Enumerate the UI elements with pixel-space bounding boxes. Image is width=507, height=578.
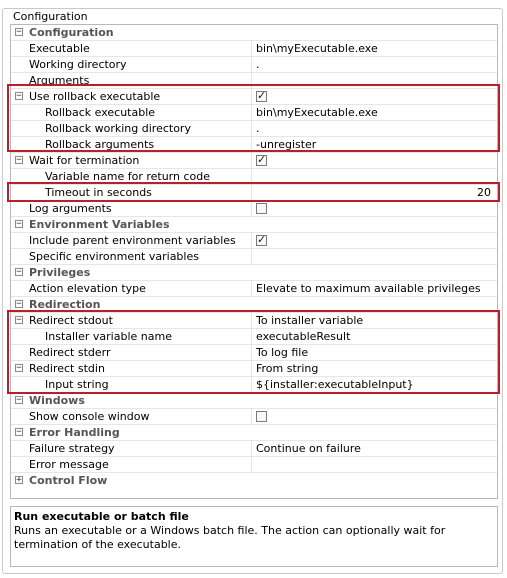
- property-row-redirect-stdin[interactable]: [11, 361, 497, 377]
- property-value-cell[interactable]: [251, 345, 497, 360]
- property-name-cell: [11, 377, 250, 392]
- property-name-cell: [11, 137, 250, 152]
- category-row-control-flow[interactable]: [11, 473, 497, 489]
- property-value-cell[interactable]: [251, 441, 497, 456]
- property-name-cell: [11, 297, 250, 312]
- property-value: Continue on failure: [256, 442, 361, 455]
- collapse-icon[interactable]: −: [16, 267, 22, 277]
- category-label: Environment Variables: [29, 218, 170, 231]
- property-name-cell: [11, 345, 250, 360]
- property-value-cell[interactable]: [251, 73, 497, 88]
- property-label: Specific environment variables: [29, 250, 199, 263]
- property-label: Wait for termination: [29, 154, 140, 167]
- category-spacer: [251, 217, 497, 232]
- property-row-specific-environment-variables[interactable]: [11, 249, 497, 265]
- property-row-timeout-in-seconds[interactable]: [11, 185, 497, 201]
- category-row-redirection[interactable]: [11, 297, 497, 313]
- category-label: Control Flow: [29, 474, 108, 487]
- property-name-cell: [11, 473, 250, 488]
- property-value: To log file: [256, 346, 309, 359]
- property-name-cell: [11, 425, 250, 440]
- property-name-cell: [11, 217, 250, 232]
- property-value-cell[interactable]: [251, 201, 497, 216]
- property-label: Redirect stdin: [29, 362, 105, 375]
- property-value-cell[interactable]: [251, 153, 497, 168]
- collapse-icon[interactable]: −: [16, 395, 22, 405]
- property-value-cell[interactable]: [251, 457, 497, 472]
- category-label: Configuration: [29, 26, 114, 39]
- property-row-rollback-arguments[interactable]: [11, 137, 497, 153]
- property-value-cell[interactable]: [251, 313, 497, 328]
- property-label: Working directory: [29, 58, 127, 71]
- property-value-cell[interactable]: [251, 89, 497, 104]
- category-spacer: [251, 473, 497, 488]
- property-label: Show console window: [29, 410, 150, 423]
- property-value: -unregister: [256, 138, 317, 151]
- category-spacer: [251, 297, 497, 312]
- property-row-redirect-stdout[interactable]: [11, 313, 497, 329]
- collapse-icon[interactable]: −: [16, 363, 22, 373]
- collapse-icon[interactable]: −: [16, 91, 22, 101]
- property-name-cell: [11, 105, 250, 120]
- property-label: Redirect stdout: [29, 314, 113, 327]
- property-value-cell[interactable]: [251, 409, 497, 424]
- category-spacer: [251, 393, 497, 408]
- category-row-environment-variables[interactable]: [11, 217, 497, 233]
- property-name-cell: [11, 393, 250, 408]
- property-label: Variable name for return code: [45, 170, 211, 183]
- property-row-executable[interactable]: [11, 41, 497, 57]
- property-value-cell[interactable]: [251, 121, 497, 136]
- property-value: .: [256, 58, 260, 71]
- checked-checkbox[interactable]: [256, 155, 267, 166]
- category-label: Privileges: [29, 266, 91, 279]
- property-name-cell: [11, 361, 250, 376]
- property-name-cell: [11, 121, 250, 136]
- category-row-windows[interactable]: [11, 393, 497, 409]
- property-name-cell: [11, 249, 250, 264]
- property-value: .: [256, 122, 260, 135]
- property-value: bin\myExecutable.exe: [256, 42, 378, 55]
- property-value-cell[interactable]: [251, 233, 497, 248]
- checked-checkbox[interactable]: [256, 235, 267, 246]
- property-value: From string: [256, 362, 319, 375]
- property-value-cell[interactable]: [251, 137, 497, 152]
- property-row-working-directory[interactable]: [11, 57, 497, 73]
- property-name-cell: [11, 41, 250, 56]
- category-row-error-handling[interactable]: [11, 425, 497, 441]
- property-row-variable-name-for-return-code[interactable]: [11, 169, 497, 185]
- property-label: Rollback executable: [45, 106, 156, 119]
- property-label: Action elevation type: [29, 282, 146, 295]
- property-value-cell[interactable]: [251, 361, 497, 376]
- property-value: Elevate to maximum available privileges: [256, 282, 481, 295]
- property-label: Use rollback executable: [29, 90, 161, 103]
- property-value: bin\myExecutable.exe: [256, 106, 378, 119]
- property-value-cell[interactable]: [251, 185, 497, 200]
- property-name-cell: [11, 329, 250, 344]
- property-value-cell[interactable]: [251, 249, 497, 264]
- category-spacer: [251, 265, 497, 280]
- collapse-icon[interactable]: −: [16, 315, 22, 325]
- property-name-cell: [11, 201, 250, 216]
- description-title: Run executable or batch file: [14, 510, 189, 523]
- property-value: executableResult: [256, 330, 351, 343]
- property-name-cell: [11, 457, 250, 472]
- property-value-cell[interactable]: [251, 281, 497, 296]
- property-row-log-arguments[interactable]: [11, 201, 497, 217]
- property-row-rollback-executable[interactable]: [11, 105, 497, 121]
- property-label: Timeout in seconds: [45, 186, 152, 199]
- property-name-cell: [11, 265, 250, 280]
- property-label: Executable: [29, 42, 90, 55]
- description-text: Runs an executable or a Windows batch file. The action can optionally wait for termination of the executable.: [14, 524, 446, 551]
- property-label: Include parent environment variables: [29, 234, 236, 247]
- property-row-use-rollback-executable[interactable]: [11, 89, 497, 105]
- property-name-cell: [11, 153, 250, 168]
- property-row-include-parent-environment-variables[interactable]: [11, 233, 497, 249]
- property-value: ${installer:executableInput}: [256, 378, 414, 391]
- property-label: Failure strategy: [29, 442, 115, 455]
- property-value-cell[interactable]: [251, 57, 497, 72]
- property-value: To installer variable: [256, 314, 364, 327]
- property-value-cell[interactable]: [251, 169, 497, 184]
- property-row-installer-variable-name[interactable]: [11, 329, 497, 345]
- property-label: Redirect stderr: [29, 346, 111, 359]
- property-name-cell: [11, 441, 250, 456]
- checked-checkbox[interactable]: [256, 91, 267, 102]
- property-name-cell: [11, 313, 250, 328]
- property-label: Input string: [45, 378, 109, 391]
- category-row-configuration[interactable]: [11, 25, 497, 41]
- property-grid: [10, 24, 498, 499]
- category-spacer: [251, 425, 497, 440]
- property-name-cell: [11, 185, 250, 200]
- unchecked-checkbox[interactable]: [256, 411, 267, 422]
- category-row-privileges[interactable]: [11, 265, 497, 281]
- property-label: Log arguments: [29, 202, 112, 215]
- property-value-cell[interactable]: [251, 329, 497, 344]
- category-label: Redirection: [29, 298, 101, 311]
- property-value: 20: [477, 186, 491, 199]
- property-label: Arguments: [29, 74, 90, 87]
- property-row-redirect-stderr[interactable]: [11, 345, 497, 361]
- unchecked-checkbox[interactable]: [256, 203, 267, 214]
- property-row-error-message[interactable]: [11, 457, 497, 473]
- description-panel: [10, 506, 498, 567]
- property-name-cell: [11, 281, 250, 296]
- property-label: Installer variable name: [45, 330, 172, 343]
- property-value-cell[interactable]: [251, 41, 497, 56]
- property-name-cell: [11, 73, 250, 88]
- collapse-icon[interactable]: −: [16, 299, 22, 309]
- property-row-rollback-working-directory[interactable]: [11, 121, 497, 137]
- property-name-cell: [11, 89, 250, 104]
- property-value-cell[interactable]: [251, 377, 497, 392]
- collapse-icon[interactable]: −: [16, 27, 22, 37]
- expand-icon[interactable]: +: [16, 475, 22, 485]
- property-label: Rollback arguments: [45, 138, 155, 151]
- collapse-icon[interactable]: −: [16, 219, 22, 229]
- configuration-group-title: Configuration: [13, 10, 88, 23]
- property-row-action-elevation-type[interactable]: [11, 281, 497, 297]
- collapse-icon[interactable]: −: [16, 155, 22, 165]
- category-label: Windows: [29, 394, 85, 407]
- category-label: Error Handling: [29, 426, 120, 439]
- property-row-show-console-window[interactable]: [11, 409, 497, 425]
- property-label: Rollback working directory: [45, 122, 191, 135]
- category-spacer: [251, 25, 497, 40]
- property-row-input-string[interactable]: [11, 377, 497, 393]
- property-label: Error message: [29, 458, 109, 471]
- property-name-cell: [11, 169, 250, 184]
- property-name-cell: [11, 25, 250, 40]
- property-value-cell[interactable]: [251, 105, 497, 120]
- property-name-cell: [11, 233, 250, 248]
- property-name-cell: [11, 57, 250, 72]
- property-row-wait-for-termination[interactable]: [11, 153, 497, 169]
- property-name-cell: [11, 409, 250, 424]
- property-row-failure-strategy[interactable]: [11, 441, 497, 457]
- collapse-icon[interactable]: −: [16, 427, 22, 437]
- property-row-arguments[interactable]: [11, 73, 497, 89]
